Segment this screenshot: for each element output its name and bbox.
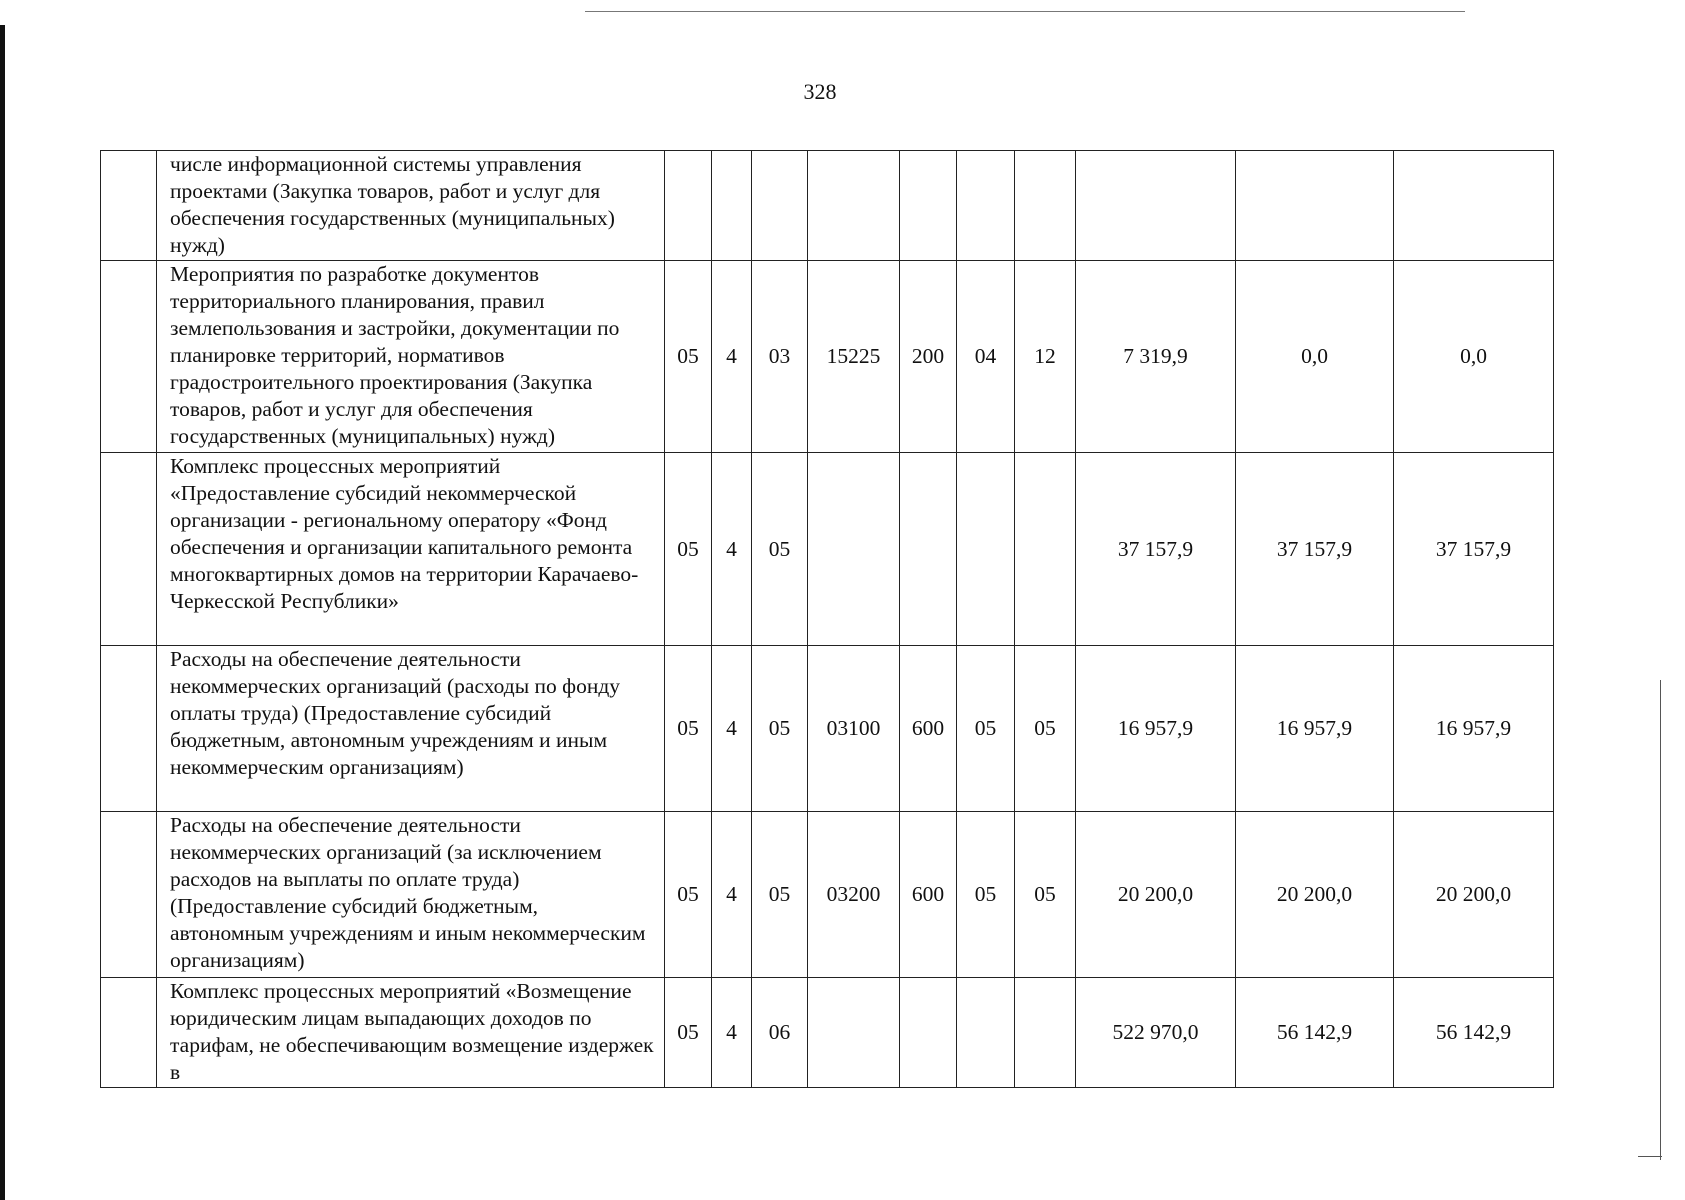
amount-cell bbox=[1236, 151, 1394, 261]
code-cell bbox=[808, 453, 900, 646]
table-row bbox=[101, 646, 1554, 812]
code-cell bbox=[712, 151, 752, 261]
code-cell: 05 bbox=[752, 646, 808, 812]
code-cell bbox=[752, 151, 808, 261]
amount-cell: 20 200,0 bbox=[1394, 812, 1554, 978]
amount-cell: 37 157,9 bbox=[1394, 453, 1554, 646]
page-number: 328 bbox=[803, 79, 837, 104]
code-cell: 4 bbox=[712, 646, 752, 812]
code-cell: 05 bbox=[665, 646, 712, 812]
code-cell: 05 bbox=[665, 978, 712, 1088]
table-row bbox=[101, 261, 1554, 453]
code-cell: 4 bbox=[712, 453, 752, 646]
code-cell bbox=[957, 453, 1015, 646]
amount-cell: 20 200,0 bbox=[1236, 812, 1394, 978]
code-cell: 600 bbox=[900, 812, 957, 978]
scan-edge-top bbox=[585, 11, 1465, 12]
amount-cell: 0,0 bbox=[1394, 261, 1554, 453]
code-cell: 05 bbox=[665, 812, 712, 978]
row-description: числе информационной системы управления проектами (Закупка товаров, работ и услуг для обеспечения государственных (муниципальных) нужд) bbox=[157, 151, 665, 261]
code-cell: 03100 bbox=[808, 646, 900, 812]
code-cell: 600 bbox=[900, 646, 957, 812]
code-cell: 05 bbox=[752, 453, 808, 646]
code-cell: 4 bbox=[712, 261, 752, 453]
amount-cell bbox=[1076, 151, 1236, 261]
code-cell bbox=[1015, 978, 1076, 1088]
amount-cell: 20 200,0 bbox=[1076, 812, 1236, 978]
code-cell bbox=[665, 151, 712, 261]
row-index-cell bbox=[101, 453, 157, 646]
code-cell: 03 bbox=[752, 261, 808, 453]
code-cell: 05 bbox=[665, 261, 712, 453]
amount-cell: 522 970,0 bbox=[1076, 978, 1236, 1088]
code-cell: 12 bbox=[1015, 261, 1076, 453]
table-row bbox=[101, 151, 1554, 261]
code-cell: 05 bbox=[957, 646, 1015, 812]
code-cell: 05 bbox=[957, 812, 1015, 978]
code-cell: 05 bbox=[665, 453, 712, 646]
scan-edge-right-foot bbox=[1638, 1156, 1662, 1157]
scan-edge-left bbox=[0, 25, 5, 1200]
row-description: Расходы на обеспечение деятельности некоммерческих организаций (расходы по фонду оплаты труда) (Предоставление субсидий бюджетным, автономным учреждениям и иным некоммерческим организациям) bbox=[157, 646, 665, 812]
code-cell: 4 bbox=[712, 978, 752, 1088]
amount-cell: 16 957,9 bbox=[1394, 646, 1554, 812]
code-cell bbox=[957, 978, 1015, 1088]
code-cell bbox=[900, 978, 957, 1088]
code-cell: 15225 bbox=[808, 261, 900, 453]
scan-edge-right bbox=[1660, 680, 1661, 1160]
row-index-cell bbox=[101, 978, 157, 1088]
table-row bbox=[101, 453, 1554, 646]
code-cell: 05 bbox=[1015, 812, 1076, 978]
code-cell: 06 bbox=[752, 978, 808, 1088]
code-cell: 03200 bbox=[808, 812, 900, 978]
amount-cell bbox=[1394, 151, 1554, 261]
code-cell bbox=[957, 151, 1015, 261]
row-index-cell bbox=[101, 261, 157, 453]
code-cell: 05 bbox=[752, 812, 808, 978]
table-row bbox=[101, 978, 1554, 1088]
amount-cell: 56 142,9 bbox=[1236, 978, 1394, 1088]
amount-cell: 56 142,9 bbox=[1394, 978, 1554, 1088]
code-cell bbox=[808, 978, 900, 1088]
row-index-cell bbox=[101, 812, 157, 978]
row-description: Расходы на обеспечение деятельности некоммерческих организаций (за исключением расходов на выплаты по оплате труда) (Предоставление субсидий бюджетным, автономным учреждениям и иным некоммерческим организациям) bbox=[157, 812, 665, 978]
amount-cell: 16 957,9 bbox=[1076, 646, 1236, 812]
budget-table bbox=[100, 150, 1554, 1088]
amount-cell: 37 157,9 bbox=[1076, 453, 1236, 646]
row-description: Комплекс процессных мероприятий «Возмещение юридическим лицам выпадающих доходов по тарифам, не обеспечивающим возмещение издержек в bbox=[157, 978, 665, 1088]
code-cell bbox=[900, 151, 957, 261]
code-cell bbox=[900, 453, 957, 646]
table-row bbox=[101, 812, 1554, 978]
amount-cell: 37 157,9 bbox=[1236, 453, 1394, 646]
code-cell: 200 bbox=[900, 261, 957, 453]
row-description: Комплекс процессных мероприятий «Предоставление субсидий некоммерческой организации - региональному оператору «Фонд обеспечения и организации капитального ремонта многоквартирных домов на территории Карачаево-Черкесской Республики» bbox=[157, 453, 665, 646]
code-cell bbox=[1015, 453, 1076, 646]
code-cell: 4 bbox=[712, 812, 752, 978]
code-cell bbox=[808, 151, 900, 261]
code-cell: 04 bbox=[957, 261, 1015, 453]
code-cell: 05 bbox=[1015, 646, 1076, 812]
amount-cell: 16 957,9 bbox=[1236, 646, 1394, 812]
code-cell bbox=[1015, 151, 1076, 261]
amount-cell: 0,0 bbox=[1236, 261, 1394, 453]
row-index-cell bbox=[101, 151, 157, 261]
amount-cell: 7 319,9 bbox=[1076, 261, 1236, 453]
row-index-cell bbox=[101, 646, 157, 812]
row-description: Мероприятия по разработке документов территориального планирования, правил землепользования и застройки, документации по планировке территорий, нормативов градостроительного проектирования (Закупка товаров, работ и услуг для обеспечения государственных (муниципальных) нужд) bbox=[157, 261, 665, 453]
